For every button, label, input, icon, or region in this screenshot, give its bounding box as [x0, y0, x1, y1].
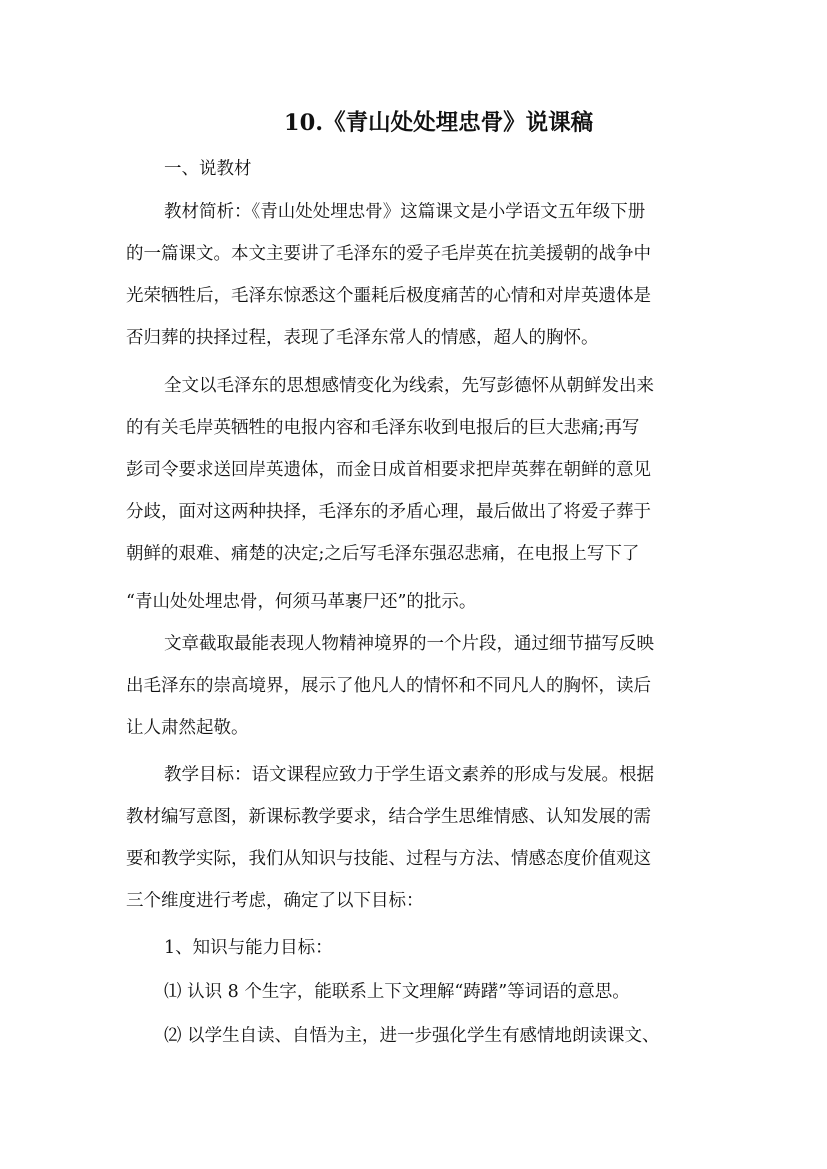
- text-line: 朝鲜的艰难、痛楚的决定;之后写毛泽东强忍悲痛，在电报上写下了: [126, 544, 640, 564]
- text-line: 三个维度进行考虑，确定了以下目标：: [126, 891, 424, 911]
- text-line: 教学目标：语文课程应致力于学生语文素养的形成与发展。根据: [164, 765, 654, 785]
- text-line: 让人肃然起敬。: [126, 718, 249, 738]
- list-item: ⑴ 认识 8 个生字，能联系上下文理解“踌躇”等词语的意思。: [164, 982, 630, 1002]
- text-line: 要和教学实际，我们从知识与技能、过程与方法、情感态度价值观这: [126, 849, 651, 869]
- list-item: ⑵ 以学生自读、自悟为主，进一步强化学生有感情地朗读课文、: [164, 1026, 660, 1046]
- text-line: 光荣牺牲后，毛泽东惊悉这个噩耗后极度痛苦的心情和对岸英遗体是: [126, 286, 651, 306]
- text-line: 的有关毛岸英牺牲的电报内容和毛泽东收到电报后的巨大悲痛;再写: [126, 418, 640, 438]
- text-line: 文章截取最能表现人物精神境界的一个片段，通过细节描写反映: [164, 634, 654, 654]
- text-line: “青山处处埋忠骨，何须马革裹尸还”的批示。: [126, 592, 477, 612]
- text-line: 彭司令要求送回岸英遗体，而金日成首相要求把岸英葬在朝鲜的意见: [126, 460, 651, 480]
- text-line: 否归葬的抉择过程，表现了毛泽东常人的情感，超人的胸怀。: [126, 328, 599, 348]
- text-line: 全文以毛泽东的思想感情变化为线索，先写彭德怀从朝鲜发出来: [164, 376, 654, 396]
- page-title: 10.《青山处处埋忠骨》说课稿: [283, 110, 594, 136]
- text-line: 分歧，面对这两种抉择，毛泽东的矛盾心理，最后做出了将爱子葬于: [126, 502, 651, 522]
- text-line: 的一篇课文。本文主要讲了毛泽东的爱子毛岸英在抗美援朝的战争中: [126, 244, 651, 264]
- text-line: 教材简析：《青山处处埋忠骨》这篇课文是小学语文五年级下册: [164, 202, 646, 222]
- text-line: 出毛泽东的崇高境界，展示了他凡人的情怀和不同凡人的胸怀，读后: [126, 676, 651, 696]
- text-line: 教材编写意图，新课标教学要求，结合学生思维情感、认知发展的需: [126, 807, 651, 827]
- subsection-heading: 1、知识与能力目标：: [164, 938, 333, 958]
- section-heading: 一、说教材: [164, 159, 252, 179]
